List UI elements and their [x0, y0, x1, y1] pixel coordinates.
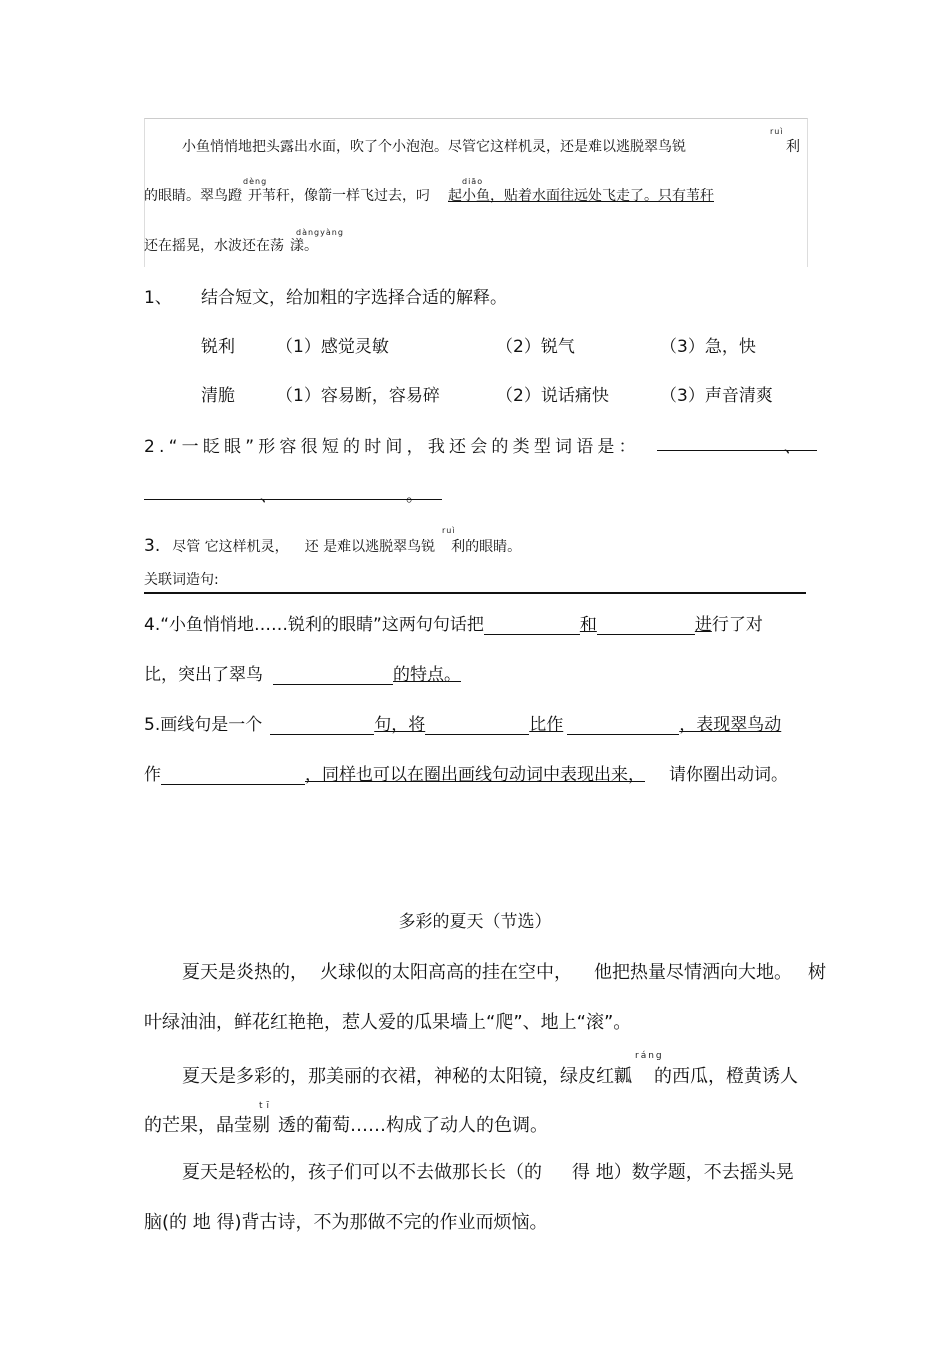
passage2-p1-line1: [182, 958, 826, 984]
q3-part-d: 利的眼睛。: [451, 539, 522, 555]
q2-sep-2: 、: [260, 486, 277, 506]
q5-part-a: 5.画线句是一个: [144, 715, 263, 735]
pinyin-dangyang: dàngyàng: [296, 228, 344, 237]
q3-answer-line[interactable]: [144, 592, 806, 594]
pinyin-rui: ruì: [770, 127, 784, 136]
passage1-line3a: 还在摇晃，水波还在荡: [144, 238, 284, 254]
p2b: 的西瓜，橙黄诱人: [654, 1066, 798, 1087]
passage2-title: 多彩的夏天（节选）: [398, 912, 552, 932]
q3-number: 3.: [144, 536, 161, 556]
q5-part-d: ，表现翠鸟动: [679, 715, 782, 735]
passage2-p3-line1: [182, 1158, 794, 1184]
passage1-line1-end: 利: [786, 139, 800, 155]
passage2-p2-line2: [144, 1111, 548, 1137]
q5-blank-1[interactable]: [270, 716, 374, 735]
p1d: 树: [808, 962, 826, 983]
p2c: 的芒果，晶莹剔: [144, 1115, 270, 1136]
q5-line1: [144, 710, 781, 735]
passage2-p3-line2: 脑(的 地 得)背古诗，不为那做不完的作业而烦恼。: [144, 1212, 548, 1233]
passage1-line2b: 开苇秆，像箭一样飞过去，叼: [248, 188, 430, 204]
q1-option: （1）容易断，容易碎: [276, 386, 440, 406]
q3-label: 关联词造句:: [144, 572, 219, 588]
q1-option: （2）锐气: [496, 337, 575, 357]
q4-part-c: 进: [694, 615, 712, 635]
passage1-line3: [144, 235, 318, 255]
p3b: 得 地）数学题，不去摇头晃: [572, 1162, 794, 1183]
q5-line2: [144, 760, 788, 785]
q5-part-f: ，同样也可以在圈出画线句动词中表现出来，: [305, 765, 645, 785]
passage2-p2-line1: [182, 1062, 798, 1088]
passage2-p1-line2: 叶绿油油，鲜花红艳艳，惹人爱的瓜果墙上“爬”、地上“滚”。: [144, 1012, 632, 1033]
q1-option: （3）急，快: [660, 337, 756, 357]
p2d: 透的葡萄……构成了动人的色调。: [278, 1115, 548, 1136]
pinyin-rui-2: ruì: [442, 526, 456, 535]
q5-blank-4[interactable]: [161, 766, 305, 785]
p1a: 夏天是炎热的，: [182, 962, 308, 983]
passage1-line2a: 的眼睛。翠鸟蹬: [144, 188, 242, 204]
q4-blank-1[interactable]: [484, 616, 580, 635]
q5-part-g: 请你圈出动词。: [669, 765, 788, 785]
passage1-line3b: 漾。: [290, 238, 318, 254]
q5-blank-3[interactable]: [567, 716, 679, 735]
q1-number: 1、: [144, 288, 172, 308]
q4-part-a: 4.“小鱼悄悄地……锐利的眼睛”这两句句话把: [144, 615, 484, 635]
q2-sep-1: 、: [784, 437, 801, 457]
q2-blank-2[interactable]: [144, 479, 442, 500]
pinyin-ti: tī: [259, 1101, 274, 1111]
q1-word: 清脆: [201, 386, 235, 406]
q3-part-c: 还 是难以逃脱翠鸟锐: [304, 539, 436, 555]
passage1-line1: 小鱼悄悄地把头露出水面，吹了个小泡泡。尽管它这样机灵，还是难以逃脱翠鸟锐: [182, 139, 686, 155]
p2a: 夏天是多彩的，那美丽的衣裙，神秘的太阳镜，绿皮红瓤: [182, 1066, 632, 1087]
pinyin-diao: diāo: [462, 177, 484, 186]
passage1-line2c: 起小鱼，贴着水面往远处飞走了。只有苇秆: [448, 188, 714, 204]
q2-text: 2.“一眨眼”形容很短的时间，我还会的类型词语是：: [144, 437, 640, 457]
q1-option: （2）说话痛快: [496, 386, 609, 406]
q4-blank-3[interactable]: [273, 666, 393, 685]
q3-part-b: 尽管 它这样机灵，: [172, 539, 289, 555]
q4-part-e: 比，突出了翠鸟: [144, 665, 263, 685]
passage1-line2: [144, 185, 714, 205]
pinyin-deng: dèng: [243, 177, 268, 186]
p1c: 他把热量尽情洒向大地。: [594, 962, 792, 983]
p3a: 夏天是轻松的，孩子们可以不去做那长长（的: [182, 1162, 542, 1183]
q5-blank-2[interactable]: [425, 716, 529, 735]
q5-part-e: 作: [144, 765, 161, 785]
q4-blank-2[interactable]: [597, 616, 695, 635]
q4-part-f: 的特点。: [393, 665, 461, 685]
q1-word: 锐利: [201, 337, 235, 357]
q1-prompt: 结合短文，给加粗的字选择合适的解释。: [201, 288, 507, 308]
q1-option: （1）感觉灵敏: [276, 337, 389, 357]
q4-line2: [144, 660, 461, 685]
q3-line: [144, 536, 521, 556]
p1b: 火球似的太阳高高的挂在空中，: [320, 962, 572, 983]
pinyin-rang: ráng: [635, 1051, 664, 1061]
q4-part-b: 和: [579, 615, 597, 635]
q5-part-b: 句，将: [374, 715, 426, 735]
q2-end: 。: [406, 486, 423, 506]
q4-part-d: 行了对: [711, 615, 763, 635]
q4-line1: [144, 610, 763, 635]
q5-part-c: 比作: [529, 715, 564, 735]
q1-option: （3）声音清爽: [660, 386, 773, 406]
